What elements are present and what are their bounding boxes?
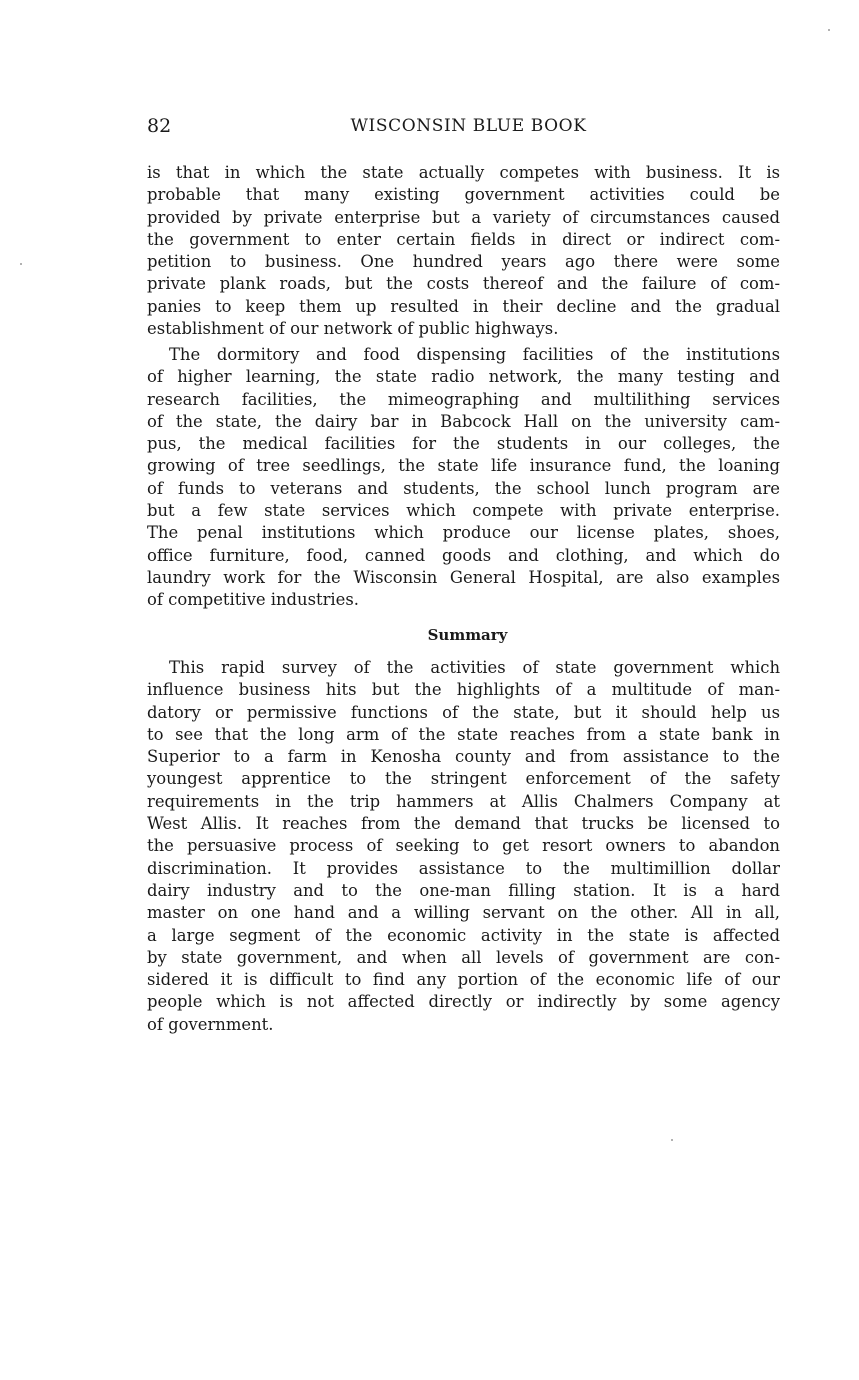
text-line: research facilities, the mimeographing and multilithing services xyxy=(147,389,780,409)
text-line: datory or permissive functions of the state, but it should help us xyxy=(147,702,780,722)
text-line: is that in which the state actually competes with business. It is xyxy=(147,163,780,182)
running-head xyxy=(147,113,780,139)
text-line: petition to business. One hundred years ago there were some xyxy=(147,252,780,272)
text-line: Superior to a farm in Kenosha county and from assistance to the xyxy=(147,747,780,767)
text-line: people which is not affected directly or indirectly by some agency xyxy=(147,992,780,1012)
text-line: establishment of our network of public highways. xyxy=(147,319,559,339)
text-line: influence business hits but the highlights of a multitude of man- xyxy=(147,680,780,700)
text-line: a large segment of the economic activity in the state is affected xyxy=(147,925,780,945)
text-line: of higher learning, the state radio network, the many testing and xyxy=(147,367,780,387)
scan-speck xyxy=(828,29,830,31)
text-line: youngest apprentice to the stringent enforcement of the safety xyxy=(147,769,780,789)
text-line: of government. xyxy=(147,1014,274,1034)
text-line: The penal institutions which produce our license plates, shoes, xyxy=(147,523,780,543)
text-line: The dormitory and food dispensing facilities of the institutions xyxy=(169,345,780,364)
text-line: discrimination. It provides assistance to the multimillion dollar xyxy=(147,858,780,878)
paragraph-2 xyxy=(147,344,780,612)
text-line: requirements in the trip hammers at Allis Chalmers Company at xyxy=(147,791,780,811)
text-line: private plank roads, but the costs thereof and the failure of com- xyxy=(147,274,780,294)
text-line: pus, the medical facilities for the students in our colleges, the xyxy=(147,434,780,454)
paragraph-3 xyxy=(147,657,780,1036)
text-line: panies to keep them up resulted in their decline and the gradual xyxy=(147,296,780,316)
text-line: This rapid survey of the activities of state government which xyxy=(169,658,780,677)
text-line: dairy industry and to the one-man filling station. It is a hard xyxy=(147,880,780,900)
text-line: the persuasive process of seeking to get resort owners to abandon xyxy=(147,836,780,856)
running-title: WISCONSIN BLUE BOOK xyxy=(350,116,587,136)
scan-speck xyxy=(671,1139,673,1141)
text-line: office furniture, food, canned goods and clothing, and which do xyxy=(147,545,780,565)
text-line: laundry work for the Wisconsin General Hospital, are also examples xyxy=(147,567,780,587)
page-number: 82 xyxy=(147,115,172,137)
paragraph-1 xyxy=(147,162,780,340)
text-line: the government to enter certain fields in direct or indirect com- xyxy=(147,229,780,249)
text-line: by state government, and when all levels of government are con- xyxy=(147,947,780,967)
text-line: growing of tree seedlings, the state life insurance fund, the loaning xyxy=(147,456,780,476)
section-heading: Summary xyxy=(427,626,508,644)
text-line: provided by private enterprise but a variety of circumstances caused xyxy=(147,207,780,227)
text-line: of the state, the dairy bar in Babcock Hall on the university cam- xyxy=(147,411,780,431)
text-line: of funds to veterans and students, the school lunch program are xyxy=(147,478,780,498)
text-line: sidered it is difficult to find any portion of the economic life of our xyxy=(147,970,780,990)
text-line: but a few state services which compete with private enterprise. xyxy=(147,501,780,521)
text-line: master on one hand and a willing servant on the other. All in all, xyxy=(147,903,780,923)
text-line: of competitive industries. xyxy=(147,590,359,610)
text-line: West Allis. It reaches from the demand that trucks be licensed to xyxy=(147,814,780,834)
text-line: to see that the long arm of the state reaches from a state bank in xyxy=(147,724,780,744)
text-line: probable that many existing government activities could be xyxy=(147,185,780,205)
scan-speck xyxy=(20,263,22,265)
